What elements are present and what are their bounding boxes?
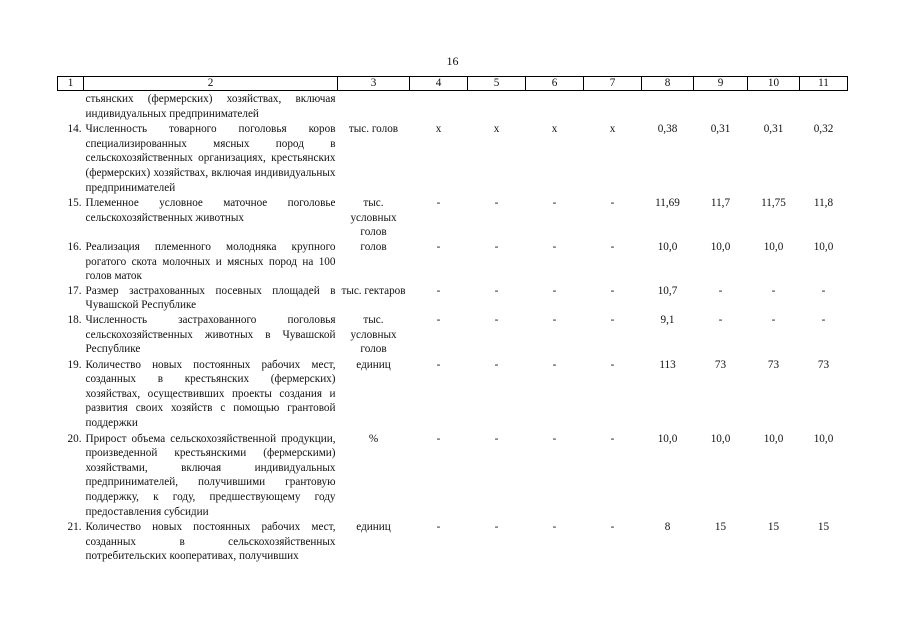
value-cell: 0,31: [710, 123, 731, 136]
table-row: [58, 284, 848, 313]
value-cell: -: [610, 521, 615, 534]
table-row: [58, 121, 848, 195]
value-cell: 10,0: [710, 240, 731, 253]
value-cell: -: [821, 284, 826, 297]
value-cell: -: [494, 521, 499, 534]
value-cell: -: [771, 313, 776, 326]
value-cell: 15: [714, 521, 727, 534]
unit-cell: тыс. условных голов: [350, 313, 397, 356]
table-row: [58, 240, 848, 284]
indicator-name: Прирост объема сельскохозяйственной продукции, произведенной крестьянскими (фермерскими) хозяйствами, включая индивидуальных предпринимателей, получившими грантовую поддержку, к году, предшествующему году предоставления субсидии: [85, 432, 336, 518]
value-cell: -: [552, 358, 557, 371]
row-number: 20.: [67, 432, 82, 445]
unit-cell: тыс. гектаров: [341, 284, 406, 297]
value-cell: -: [494, 313, 499, 326]
value-cell: х: [551, 123, 558, 136]
value-cell: -: [771, 284, 776, 297]
unit-cell: единиц: [356, 521, 391, 534]
unit-cell: единиц: [356, 358, 391, 371]
value-cell: -: [821, 313, 826, 326]
value-cell: 10,0: [813, 432, 834, 445]
indicator-name: Количество новых постоянных рабочих мест, созданных в крестьянских (фермерских) хозяйствах, осуществивших проекты создания и развития своих хозяйств с помощью грантовой поддержки: [85, 358, 336, 430]
row-number: 21.: [67, 521, 82, 534]
indicator-name: стьянских (фермерских) хозяйствах, включая индивидуальных предпринимателей: [85, 93, 336, 120]
value-cell: -: [494, 197, 499, 210]
row-number: 18.: [67, 313, 82, 326]
header-col-9: 9: [694, 77, 748, 91]
value-cell: 15: [767, 521, 780, 534]
unit-cell: тыс. условных голов: [350, 197, 397, 239]
value-cell: 11,69: [655, 197, 680, 210]
value-cell: 10,0: [657, 432, 678, 445]
value-cell: -: [494, 284, 499, 297]
value-cell: 11,7: [710, 197, 731, 210]
value-cell: 10,0: [763, 240, 784, 253]
value-cell: -: [436, 240, 441, 253]
value-cell: -: [552, 240, 557, 253]
header-col-8: 8: [642, 77, 694, 91]
value-cell: 0,38: [657, 123, 678, 136]
value-cell: [468, 91, 526, 122]
unit-cell: %: [368, 432, 379, 445]
indicator-name: Реализация племенного молодняка крупного рогатого скота молочных и мясных пород на 100 голов маток: [85, 240, 336, 283]
value-cell: [748, 91, 800, 122]
value-cell: -: [718, 313, 723, 326]
value-cell: 0,32: [813, 123, 834, 136]
indicator-name: Размер застрахованных посевных площадей в Чувашской Республике: [85, 284, 336, 312]
value-cell: [642, 91, 694, 122]
value-cell: -: [552, 284, 557, 297]
table-row: [58, 195, 848, 240]
value-cell: -: [436, 432, 441, 445]
unit-cell: [338, 91, 410, 122]
value-cell: [800, 91, 848, 122]
row-number: 19.: [67, 358, 82, 371]
value-cell: -: [610, 432, 615, 445]
value-cell: -: [494, 432, 499, 445]
value-cell: 10,7: [657, 284, 678, 297]
indicator-name: Численность застрахованного поголовья сельскохозяйственных животных в Чувашской Республике: [85, 313, 336, 356]
header-col-11: 11: [800, 77, 848, 91]
value-cell: -: [552, 432, 557, 445]
row-number: 15.: [67, 197, 82, 210]
value-cell: -: [552, 313, 557, 326]
row-number: [58, 91, 84, 122]
value-cell: х: [493, 123, 500, 136]
header-col-5: 5: [468, 77, 526, 91]
value-cell: -: [718, 284, 723, 297]
value-cell: 8: [664, 521, 671, 534]
value-cell: 0,31: [763, 123, 784, 136]
value-cell: [584, 91, 642, 122]
value-cell: [526, 91, 584, 122]
indicator-name: Количество новых постоянных рабочих мест, созданных в сельскохозяйственных потребительских кооперативах, получивших: [85, 521, 336, 563]
value-cell: -: [610, 197, 615, 210]
header-col-1: 1: [58, 77, 84, 91]
header-col-3: 3: [338, 77, 410, 91]
value-cell: -: [494, 358, 499, 371]
value-cell: -: [610, 358, 615, 371]
value-cell: -: [436, 197, 441, 210]
value-cell: 73: [817, 358, 830, 371]
table-row: [58, 431, 848, 520]
header-col-6: 6: [526, 77, 584, 91]
value-cell: -: [436, 358, 441, 371]
header-col-2: 2: [84, 77, 338, 91]
value-cell: 113: [659, 358, 676, 371]
column-number-header-row: [58, 77, 848, 91]
header-col-4: 4: [410, 77, 468, 91]
value-cell: -: [436, 521, 441, 534]
table-row: [58, 519, 848, 564]
row-number: 16.: [67, 240, 82, 253]
value-cell: 9,1: [660, 313, 675, 326]
value-cell: [410, 91, 468, 122]
value-cell: -: [552, 197, 557, 210]
value-cell: 73: [714, 358, 727, 371]
value-cell: х: [609, 123, 616, 136]
value-cell: 11,75: [761, 197, 786, 210]
table-row: [58, 313, 848, 357]
header-col-7: 7: [584, 77, 642, 91]
value-cell: -: [494, 240, 499, 253]
row-number: 17.: [67, 284, 82, 297]
value-cell: 10,0: [763, 432, 784, 445]
unit-cell: голов: [360, 240, 387, 253]
indicator-name: Численность товарного поголовья коров специализированных мясных пород в сельскохозяйственных организациях, крестьянских (фермерских) хозяйствах, включая индивидуальных предпринимателей: [85, 123, 336, 194]
value-cell: -: [552, 521, 557, 534]
table-row: [58, 91, 848, 122]
table-row: [58, 357, 848, 431]
value-cell: [694, 91, 748, 122]
value-cell: 10,0: [710, 432, 731, 445]
value-cell: 15: [817, 521, 830, 534]
value-cell: 10,0: [813, 240, 834, 253]
page-number: 16: [446, 54, 459, 68]
value-cell: -: [610, 240, 615, 253]
value-cell: -: [610, 284, 615, 297]
value-cell: -: [436, 284, 441, 297]
value-cell: х: [435, 123, 442, 136]
value-cell: -: [610, 313, 615, 326]
value-cell: 11,8: [813, 197, 834, 210]
row-number: 14.: [67, 123, 82, 136]
unit-cell: тыс. голов: [348, 123, 399, 136]
value-cell: 73: [767, 358, 780, 371]
header-col-10: 10: [748, 77, 800, 91]
indicator-name: Племенное условное маточное поголовье сельскохозяйственных животных: [85, 197, 336, 224]
value-cell: 10,0: [657, 240, 678, 253]
value-cell: -: [436, 313, 441, 326]
indicators-table: [57, 76, 848, 564]
